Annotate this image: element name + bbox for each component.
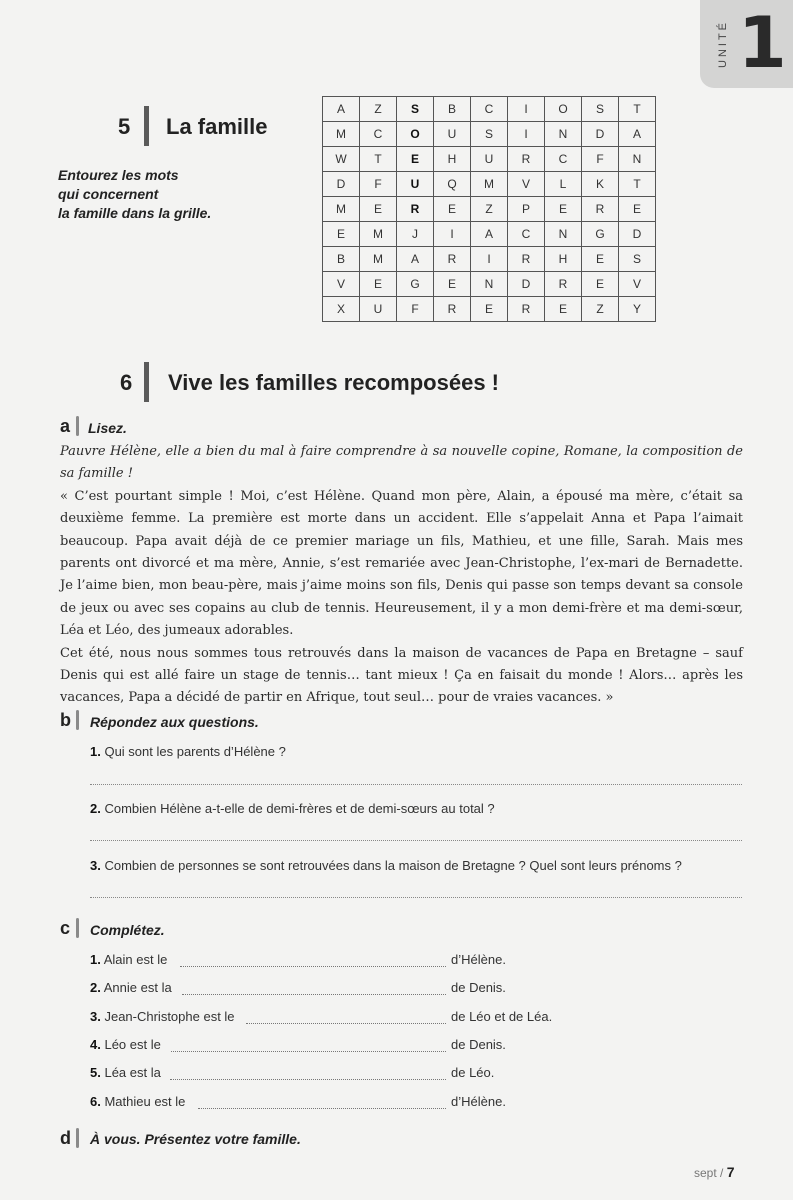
answer-line-1[interactable] [90,784,742,785]
question-2 [90,801,495,816]
question-1 [90,744,286,759]
part-c-letter: c [60,918,71,938]
grid-cell[interactable]: A [397,247,434,272]
grid-cell[interactable]: D [508,272,545,297]
grid-cell[interactable]: I [434,222,471,247]
grid-cell[interactable]: K [582,172,619,197]
complete-item-2 [90,980,172,995]
grid-cell[interactable]: D [323,172,360,197]
grid-cell[interactable]: E [360,272,397,297]
complete-item-4 [90,1037,161,1052]
grid-cell[interactable]: C [508,222,545,247]
grid-cell[interactable]: E [582,272,619,297]
instruction-line: Entourez les mots [58,167,179,183]
grid-cell[interactable]: H [434,147,471,172]
grid-cell[interactable]: O [545,97,582,122]
grid-cell[interactable]: H [545,247,582,272]
question-number: 2. [90,801,101,816]
grid-cell[interactable]: I [508,97,545,122]
grid-cell[interactable]: E [434,272,471,297]
grid-row [323,122,656,147]
grid-cell[interactable]: F [360,172,397,197]
grid-cell[interactable]: S [397,97,434,122]
grid-cell[interactable]: C [360,122,397,147]
grid-cell[interactable]: Z [582,297,619,322]
fill-blank-1[interactable] [180,966,446,967]
fill-blank-6[interactable] [198,1108,446,1109]
grid-cell[interactable]: M [323,122,360,147]
grid-cell[interactable]: S [471,122,508,147]
part-a-bracket [76,416,79,436]
item-start: Léo est le [104,1037,161,1052]
grid-cell[interactable]: G [397,272,434,297]
exercise-6-title: Vive les familles recomposées ! [168,370,499,395]
grid-cell[interactable]: V [619,272,656,297]
exercise-6-number: 6 [120,370,133,395]
grid-cell[interactable]: I [508,122,545,147]
grid-cell[interactable]: A [619,122,656,147]
grid-cell[interactable]: N [619,147,656,172]
part-d-title: À vous. Présentez votre famille. [90,1131,301,1147]
grid-cell[interactable]: O [397,122,434,147]
exercise-5-number: 5 [118,114,131,139]
reading-paragraph: Cet été, nous nous sommes tous retrouvés dans la maison de vacances de Papa en Bretagne – sauf Denis qui est allé faire un stage de tennis… tant mieux ! Ça en faisait du monde ! Alors… après les vacances, Papa a décidé de partir en Afrique, tout seul… pour de vraies vacances. » [60,645,743,706]
grid-row [323,147,656,172]
grid-cell[interactable]: E [360,197,397,222]
answer-line-3[interactable] [90,897,742,898]
exercise-5-title: La famille [166,114,268,139]
item-number: 6. [90,1094,101,1109]
grid-row [323,272,656,297]
complete-item-1 [90,952,167,967]
grid-row [323,97,656,122]
grid-cell[interactable]: I [471,247,508,272]
question-text: Combien de personnes se sont retrouvées dans la maison de Bretagne ? Quel sont leurs prénoms ? [104,858,682,873]
grid-cell[interactable]: M [323,197,360,222]
grid-cell[interactable]: B [434,97,471,122]
grid-cell[interactable]: R [508,147,545,172]
fill-blank-2[interactable] [182,994,446,995]
grid-cell[interactable]: R [397,197,434,222]
grid-row [323,197,656,222]
item-end: de Denis. [451,980,506,995]
question-text: Combien Hélène a-t-elle de demi-frères et de demi-sœurs au total ? [104,801,495,816]
grid-cell[interactable]: E [619,197,656,222]
grid-cell[interactable]: S [619,247,656,272]
complete-item-5 [90,1065,161,1080]
page-footer [694,1164,735,1180]
grid-cell[interactable]: R [434,247,471,272]
grid-row [323,222,656,247]
grid-cell[interactable]: D [619,222,656,247]
complete-item-3 [90,1009,235,1024]
item-start: Alain est le [103,952,168,967]
fill-blank-4[interactable] [171,1051,446,1052]
grid-cell[interactable]: E [545,197,582,222]
grid-cell[interactable]: N [471,272,508,297]
part-b-letter: b [60,710,71,730]
part-c-bracket [76,918,79,938]
grid-cell[interactable]: B [323,247,360,272]
grid-cell[interactable]: C [471,97,508,122]
grid-cell[interactable]: M [471,172,508,197]
item-end: de Denis. [451,1037,506,1052]
grid-cell[interactable]: U [360,297,397,322]
grid-cell[interactable]: D [582,122,619,147]
grid-row [323,172,656,197]
question-number: 3. [90,858,101,873]
grid-cell[interactable]: M [360,222,397,247]
part-a-title: Lisez. [88,420,127,436]
page-separator: / [720,1166,724,1180]
grid-row [323,297,656,322]
item-end: d’Hélène. [451,952,506,967]
instruction-line: la famille dans la grille. [58,205,212,221]
grid-cell[interactable]: Z [471,197,508,222]
grid-cell[interactable]: R [508,247,545,272]
unit-number: 1 [738,2,787,84]
part-d-letter: d [60,1128,71,1148]
question-number: 1. [90,744,101,759]
grid-cell[interactable]: T [619,172,656,197]
grid-cell[interactable]: R [434,297,471,322]
item-start: Annie est la [103,980,172,995]
item-number: 1. [90,952,101,967]
grid-cell[interactable]: F [397,297,434,322]
grid-cell[interactable]: R [545,272,582,297]
grid-cell[interactable]: P [508,197,545,222]
item-number: 3. [90,1009,101,1024]
grid-cell[interactable]: Z [360,97,397,122]
exercise-5-bracket [144,106,149,146]
grid-cell[interactable]: E [434,197,471,222]
grid-cell[interactable]: T [360,147,397,172]
exercise-6-bracket [144,362,149,402]
grid-cell[interactable]: V [508,172,545,197]
item-start: Léa est la [104,1065,161,1080]
grid-cell[interactable]: T [619,97,656,122]
grid-cell[interactable]: R [508,297,545,322]
grid-cell[interactable]: C [545,147,582,172]
grid-cell[interactable]: X [323,297,360,322]
part-b-bracket [76,710,79,730]
item-number: 5. [90,1065,101,1080]
grid-cell[interactable]: V [323,272,360,297]
grid-cell[interactable]: E [582,247,619,272]
grid-cell[interactable]: G [582,222,619,247]
grid-cell[interactable]: Q [434,172,471,197]
reading-paragraph: « C’est pourtant simple ! Moi, c’est Hélène. Quand mon père, Alain, a épousé ma mère, c’était sa deuxième femme. La première est morte dans un accident. Elle s’appelait Anna et Papa l’aimait beaucoup. Papa avait déjà de ce premier mariage un fils, Mathieu, et une fille, Sarah. Mais mes parents ont divorcé et ma mère, Annie, s’est remariée avec Jean-Christophe, l’ex-mari de Bernadette. Je l’aime bien, mon beau-père, mais j’aime moins son fils, Denis qui passe son temps devant sa console de jeux ou avec ses copains au club de tennis. Heureusement, il y a mon demi-frère et ma demi-sœur, Léa et Léo, des jumeaux adorables. [60,488,743,639]
reading-text [60,441,743,710]
grid-cell[interactable]: J [397,222,434,247]
reading-intro: Pauvre Hélène, elle a bien du mal à faire comprendre à sa nouvelle copine, Romane, la composition de sa famille ! [60,444,743,482]
grid-cell[interactable]: E [397,147,434,172]
grid-cell[interactable]: M [360,247,397,272]
item-number: 4. [90,1037,101,1052]
part-d-bracket [76,1128,79,1148]
fill-blank-5[interactable] [170,1079,446,1080]
grid-cell[interactable]: E [545,297,582,322]
exercise-5-instruction [58,166,211,223]
grid-cell[interactable]: Y [619,297,656,322]
grid-cell[interactable]: F [582,147,619,172]
grid-cell[interactable]: R [582,197,619,222]
grid-cell[interactable]: S [582,97,619,122]
item-end: de Léo. [451,1065,495,1080]
grid-cell[interactable]: W [323,147,360,172]
word-search-grid [322,96,656,322]
instruction-line: qui concernent [58,186,159,202]
page-word: sept [694,1166,717,1180]
fill-blank-3[interactable] [246,1023,446,1024]
answer-line-2[interactable] [90,840,742,841]
grid-cell[interactable]: A [471,222,508,247]
part-c-title: Complétez. [90,922,165,938]
part-b-title: Répondez aux questions. [90,714,259,730]
grid-cell[interactable]: U [434,122,471,147]
question-3 [90,858,682,873]
complete-item-6 [90,1094,185,1109]
item-start: Jean-Christophe est le [104,1009,235,1024]
grid-cell[interactable]: U [397,172,434,197]
grid-cell[interactable]: N [545,222,582,247]
unit-label: UNITÉ [717,20,729,68]
question-text: Qui sont les parents d’Hélène ? [104,744,286,759]
grid-cell[interactable]: L [545,172,582,197]
grid-cell[interactable]: A [323,97,360,122]
grid-row [323,247,656,272]
grid-cell[interactable]: U [471,147,508,172]
page-number: 7 [726,1164,735,1180]
grid-cell[interactable]: N [545,122,582,147]
part-a-letter: a [60,416,71,436]
grid-cell[interactable]: E [323,222,360,247]
item-number: 2. [90,980,101,995]
item-start: Mathieu est le [104,1094,186,1109]
grid-cell[interactable]: E [471,297,508,322]
item-end: d’Hélène. [451,1094,506,1109]
item-end: de Léo et de Léa. [451,1009,553,1024]
